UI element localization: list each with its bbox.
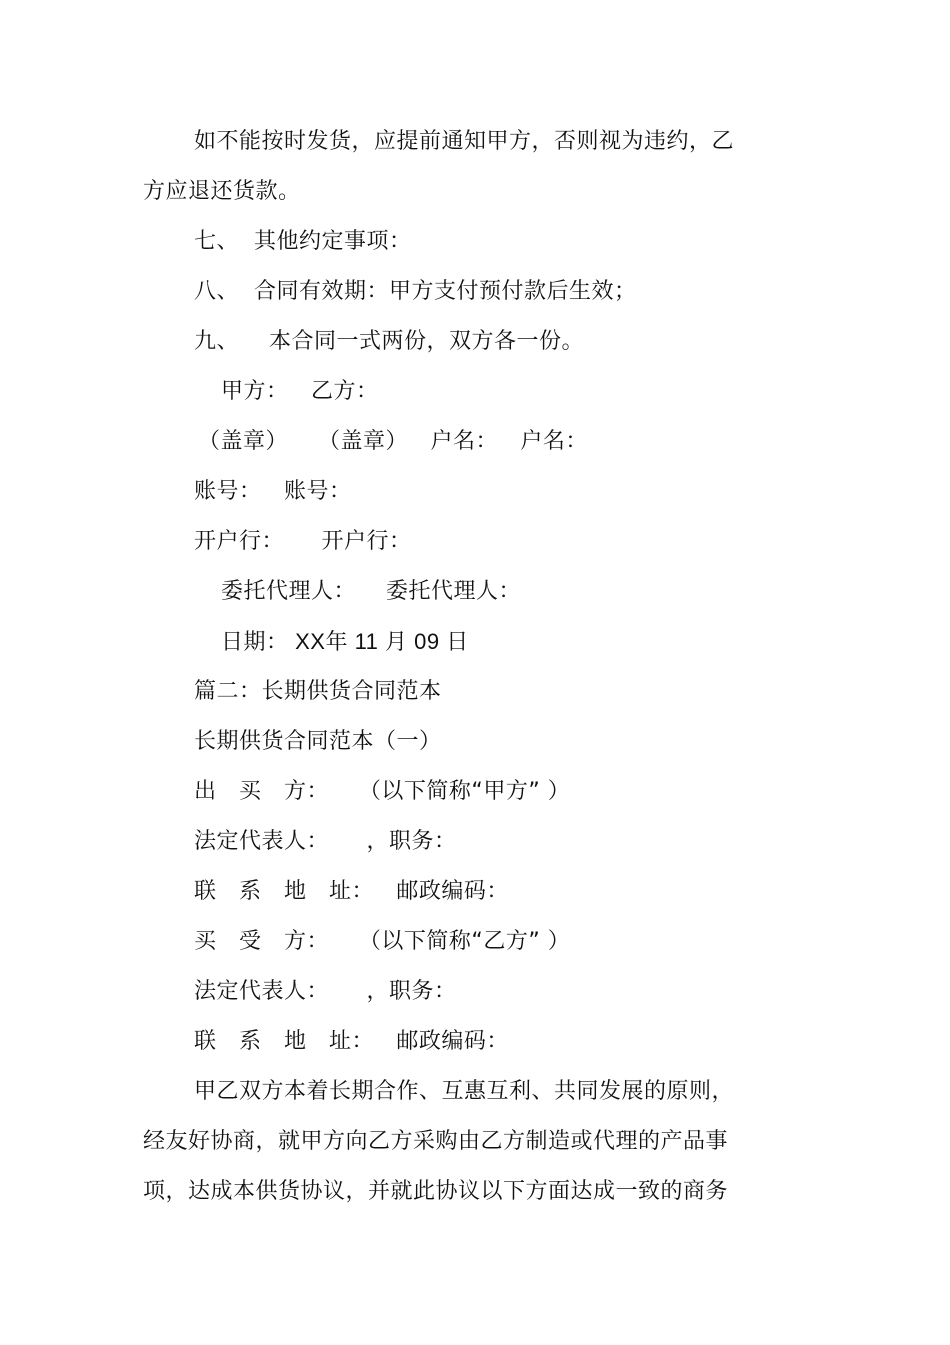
body-paragraph-line: 项，达成本供货协议，并就此协议以下方面达成一致的商务 [143, 1179, 729, 1204]
date-line: 日期： XX年 11 月 09 日 [221, 629, 469, 654]
buyer-address-line: 联 系 地 址： 邮政编码： [194, 1029, 509, 1054]
seller-line: 出 买 方： （以下简称“甲方” ） [194, 779, 571, 804]
bank-line: 开户行： 开户行： [194, 529, 412, 554]
body-paragraph-line: 甲乙双方本着长期合作、互惠互利、共同发展的原则， [194, 1079, 735, 1104]
agent-line: 委托代理人： 委托代理人： [221, 579, 521, 604]
paragraph-line: 如不能按时发货，应提前通知甲方，否则视为违约，乙 [194, 129, 735, 154]
seller-address-line: 联 系 地 址： 邮政编码： [194, 879, 509, 904]
paragraph-line: 方应退还货款。 [143, 179, 301, 204]
contract-title: 长期供货合同范本（一） [194, 729, 442, 754]
body-paragraph-line: 经友好协商，就甲方向乙方采购由乙方制造或代理的产品事 [143, 1129, 729, 1154]
signature-party-line: 甲方： 乙方： [221, 379, 379, 404]
seller-representative-line: 法定代表人： ，职务： [194, 829, 457, 854]
clause-8: 八、 合同有效期：甲方支付预付款后生效； [194, 279, 637, 304]
clause-7: 七、 其他约定事项： [194, 229, 412, 254]
buyer-representative-line: 法定代表人： ，职务： [194, 979, 457, 1004]
section-heading: 篇二：长期供货合同范本 [194, 679, 442, 704]
seal-account-name-line: （盖章） （盖章） 户名： 户名： [198, 429, 588, 454]
clause-9: 九、 本合同一式两份，双方各一份。 [194, 329, 584, 354]
buyer-line: 买 受 方： （以下简称“乙方” ） [194, 929, 571, 954]
account-number-line: 账号： 账号： [194, 479, 352, 504]
